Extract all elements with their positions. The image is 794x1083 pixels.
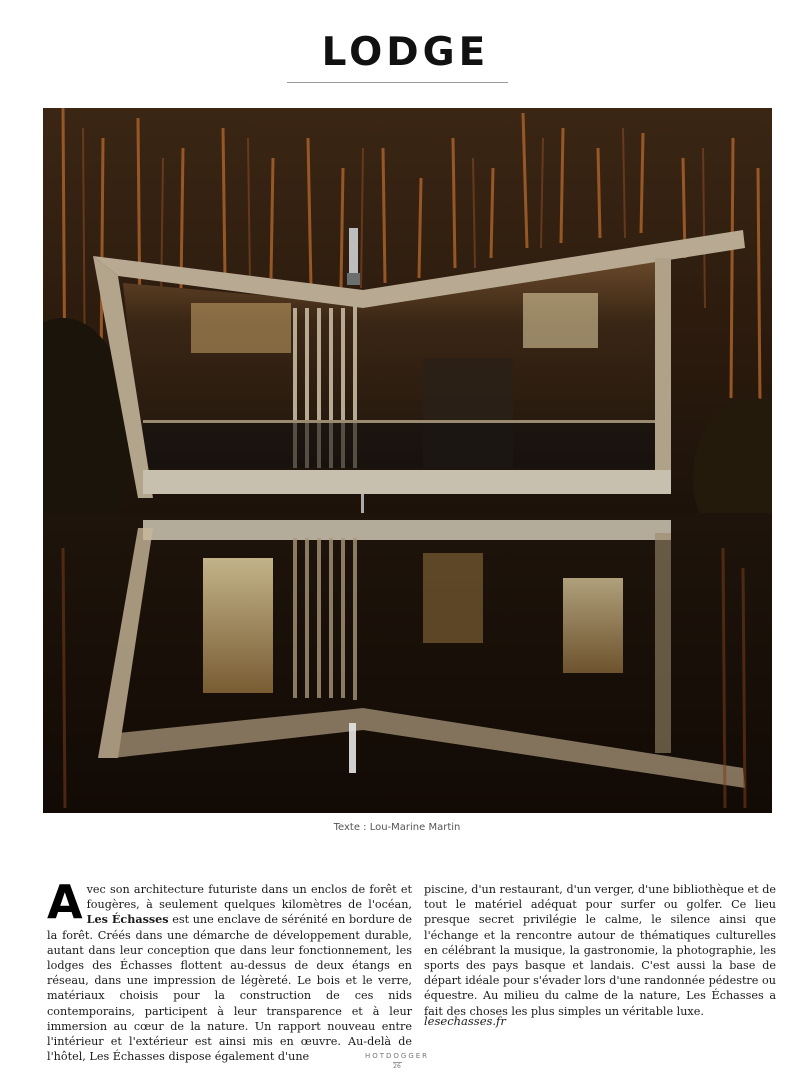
drop-cap: A — [47, 875, 83, 929]
modern-lodge-on-pond-photo — [43, 108, 772, 813]
article-intro-text: vec son architecture futuriste dans un enclos de forêt et fougères, à seulement quelques kilomètres de l'océan, — [86, 883, 412, 912]
section-title: LODGE — [321, 30, 490, 75]
magazine-name: HOTDOGGER — [364, 1052, 430, 1060]
website-link[interactable]: lesechasses.fr — [424, 1014, 506, 1028]
author-credit: Texte : Lou-Marine Martin — [333, 822, 461, 833]
photo-illustration — [43, 108, 772, 813]
brand-name: Les Échasses — [86, 912, 169, 927]
article-body-text: est une enclave de sérénité en bordure de la forêt. Créés dans une démarche de développement durable, autant dans leur conception que dans leur fonctionnement, les lodges des Échasses flottent au-dessus de deux étangs en réseau, dans une impression de légèreté. Le bois et le verre, matériaux choisis pour la construction de ces nids contemporains, participent à leur transparence et à leur immersion au cœur de la nature. Un rapport nouveau entre l'intérieur et l'extérieur est ainsi mis en œuvre. Au-delà de l'hôtel, Les Échasses dispose également d'une — [47, 913, 412, 1064]
article-column-left — [47, 875, 412, 1064]
title-divider — [287, 82, 508, 83]
article-column-right: piscine, d'un restaurant, d'un verger, d'une bibliothèque et de tout le matériel adéquat pour surfer ou golfer. Ce lieu presque secret privilégie le calme, le silence ainsi que l'échange et la rencontre autour de thématiques culturelles en célébrant la musique, la gastronomie, la photographie, les sports des pays basque et landais. C'est aussi la base de départ idéale pour s'évader lors d'une randonnée pédestre ou équestre. Au milieu du calme de la nature, Les Échasses a fait des choses les plus simples un véritable luxe. — [424, 883, 776, 1018]
page-number: 26 — [393, 1063, 401, 1070]
